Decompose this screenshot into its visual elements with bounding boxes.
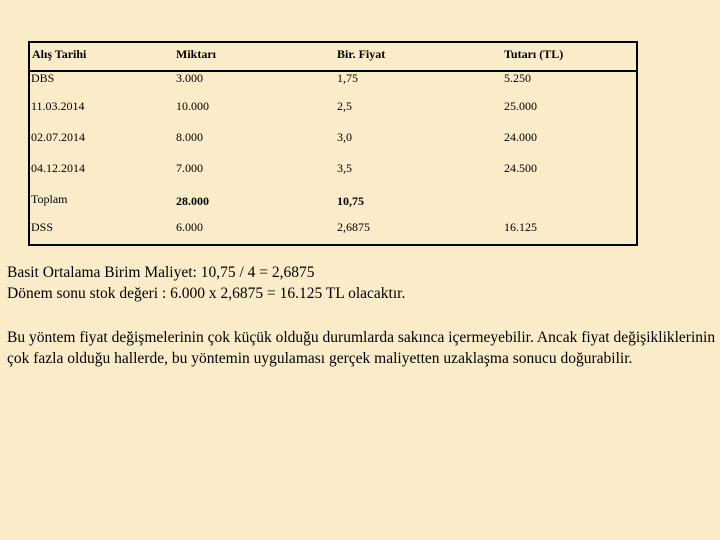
header-amount: Tutarı (TL) — [504, 47, 564, 61]
average-cost-line: Basit Ortalama Birim Maliyet: 10,75 / 4 = 2,6875 — [7, 264, 315, 281]
row-dss-unit-price: 2,6875 — [337, 220, 370, 234]
row-2-quantity: 10.000 — [176, 99, 209, 113]
row-3-date: 02.07.2014 — [31, 130, 85, 144]
row-4-quantity: 7.000 — [176, 161, 203, 175]
row-3-quantity: 8.000 — [176, 130, 203, 144]
row-4-amount: 24.500 — [504, 161, 537, 175]
ending-inventory-line: Dönem sonu stok değeri : 6.000 x 2,6875 = 16.125 TL olacaktır. — [7, 285, 406, 302]
row-3-amount: 24.000 — [504, 130, 537, 144]
row-1-unit-price: 1,75 — [337, 71, 358, 85]
header-unit-price: Bir. Fiyat — [337, 47, 386, 61]
row-3-unit-price: 3,0 — [337, 130, 352, 144]
explanation-paragraph: Bu yöntem fiyat değişmelerinin çok küçük olduğu durumlarda sakınca içermeyebilir. Ancak fiyat değişikliklerinin çok fazla olduğu hallerde, bu yöntemin uygulaması gerçek maliyetten uzaklaşma sonucu doğurabilir. — [7, 329, 716, 367]
row-total-unit-price: 10,75 — [337, 194, 364, 208]
header-divider — [30, 70, 636, 72]
row-dss-label: DSS — [31, 220, 54, 234]
row-1-date: DBS — [31, 71, 55, 85]
header-quantity: Miktarı — [176, 47, 216, 61]
row-dss-quantity: 6.000 — [176, 220, 203, 234]
row-total-label: Toplam — [31, 192, 68, 206]
row-1-amount: 5.250 — [504, 71, 531, 85]
calculation-block — [7, 262, 405, 304]
cost-table — [28, 41, 638, 246]
row-4-date: 04.12.2014 — [31, 161, 85, 175]
row-2-amount: 25.000 — [504, 99, 537, 113]
row-2-date: 11.03.2014 — [31, 99, 85, 113]
row-4-unit-price: 3,5 — [337, 161, 352, 175]
row-1-quantity: 3.000 — [176, 71, 203, 85]
row-total-quantity: 28.000 — [176, 194, 209, 208]
row-dss-amount: 16.125 — [504, 220, 537, 234]
header-date: Alış Tarihi — [32, 47, 87, 61]
row-2-unit-price: 2,5 — [337, 99, 352, 113]
